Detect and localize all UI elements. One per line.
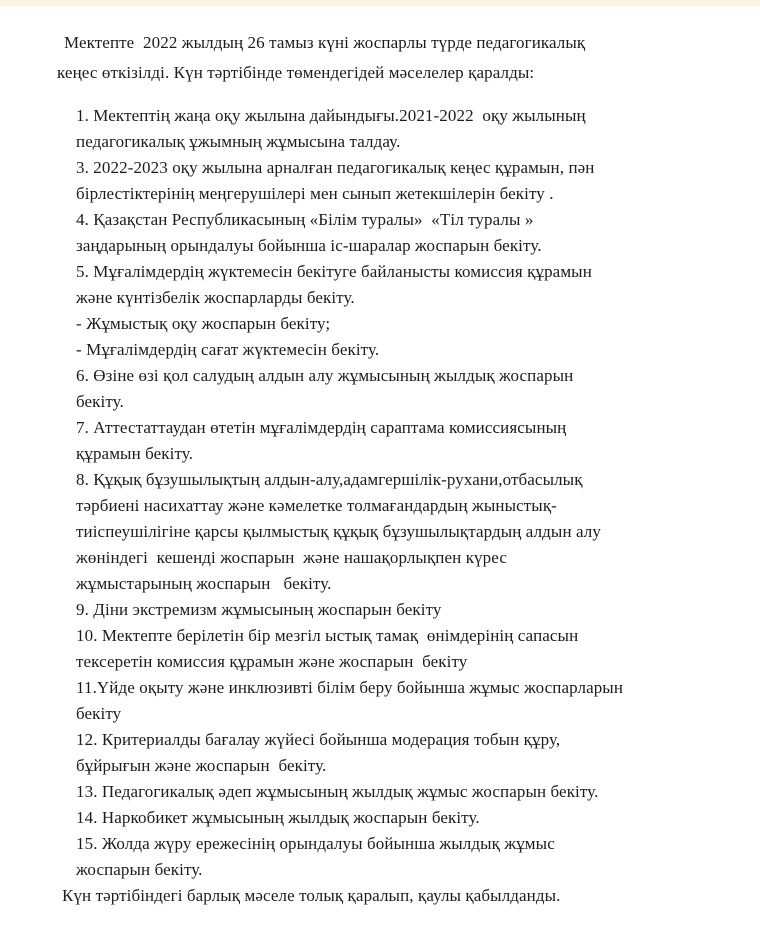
agenda-line: бірлестіктерінің меңгерушілері мен сынып жетекшілерін бекіту . — [76, 184, 554, 203]
agenda-line: 12. Критериалды бағалау жүйесі бойынша модерация тобын құру, — [76, 730, 561, 749]
agenda-line: - Жұмыстық оқу жоспарын бекіту; — [76, 314, 331, 333]
agenda-line: 15. Жолда жүру ережесінің орындалуы бойынша жылдық жұмыс — [76, 834, 555, 853]
agenda-line: 9. Діни экстремизм жұмысының жоспарын бекіту — [76, 600, 442, 619]
agenda-line: жөніндегі кешенді жоспарын және нашақорлықпен күрес — [76, 548, 507, 567]
conclusion-line: Күн тәртібіндегі барлық мәселе толық қаралып, қаулы қабылданды. — [62, 886, 561, 905]
agenda-line: тәрбиені насихаттау және кәмелетке толмағандардың жыныстық- — [76, 496, 557, 515]
agenda-line: 5. Мұғалімдердің жүктемесін бекітуге байланысты комиссия құрамын — [76, 262, 592, 281]
agenda-line: 7. Аттестаттаудан өтетін мұғалімдердің сараптама комиссиясының — [76, 418, 567, 437]
agenda-line: 1. Мектептің жаңа оқу жылына дайындығы.2021-2022 оқу жылының — [76, 106, 586, 125]
agenda-line: заңдарының орындалуы бойынша іс-шаралар жоспарын бекіту. — [76, 236, 542, 255]
agenda-line: бекіту. — [76, 392, 124, 411]
agenda-line: - Мұғалімдердің сағат жүктемесін бекіту. — [76, 340, 380, 359]
agenda-line: құрамын бекіту. — [76, 444, 194, 463]
intro-line: кеңес өткізілді. Күн тәртібінде төмендегідей мәселелер қаралды: — [57, 63, 535, 82]
agenda-line: тексеретін комиссия құрамын және жоспарын бекіту — [76, 652, 468, 671]
agenda-line: 10. Мектепте берілетін бір мезгіл ыстық тамақ өнімдерінің сапасын — [76, 626, 579, 645]
agenda-line: 13. Педагогикалық әдеп жұмысының жылдық жұмыс жоспарын бекіту. — [76, 782, 599, 801]
intro-line: Мектепте 2022 жылдың 26 тамыз күні жоспарлы түрде педагогикалық — [64, 33, 586, 52]
agenda-line: тиіспеушілігіне қарсы қылмыстық құқық бұзушылықтардың алдын алу — [76, 522, 601, 541]
agenda-line: бұйрығын және жоспарын бекіту. — [76, 756, 327, 775]
agenda-line: педагогикалық ұжымның жұмысына талдау. — [76, 132, 401, 151]
agenda-line: 11.Үйде оқыту және инклюзивті білім беру бойынша жұмыс жоспарларын — [76, 678, 624, 697]
agenda-line: бекіту — [76, 704, 122, 723]
agenda-line: 8. Құқық бұзушылықтың алдын-алу,адамгершілік-рухани,отбасылық — [76, 470, 583, 489]
agenda-line: 3. 2022-2023 оқу жылына арналған педагогикалық кеңес құрамын, пән — [76, 158, 595, 177]
agenda-line: 6. Өзіне өзі қол салудың алдын алу жұмысының жылдық жоспарын — [76, 366, 574, 385]
agenda-line: және күнтізбелік жоспарларды бекіту. — [76, 288, 355, 307]
agenda-line: жоспарын бекіту. — [76, 860, 203, 879]
agenda-line: 14. Наркобикет жұмысының жылдық жоспарын бекіту. — [76, 808, 480, 827]
agenda-line: жұмыстарының жоспарын бекіту. — [76, 574, 332, 593]
agenda-line: 4. Қазақстан Республикасының «Білім туралы» «Тіл туралы » — [76, 210, 534, 229]
